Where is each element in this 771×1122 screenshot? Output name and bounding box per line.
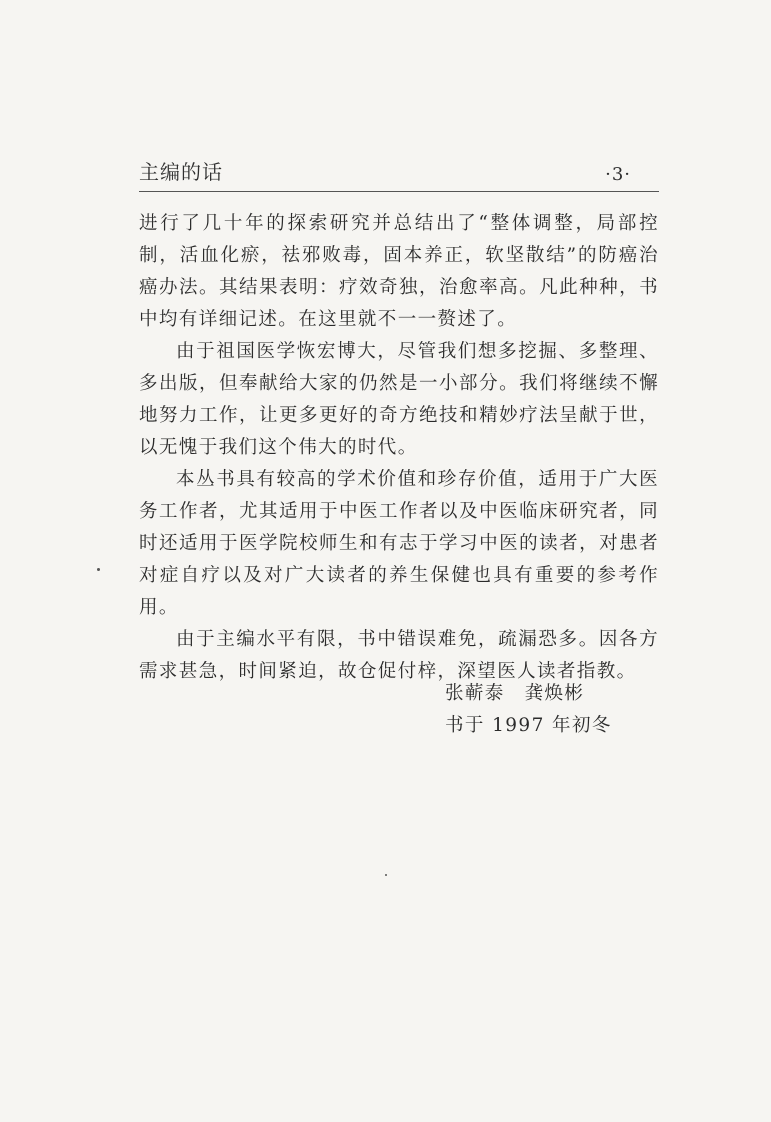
- paragraph-4: 由于主编水平有限，书中错误难免，疏漏恐多。因各方需求甚急，时间紧迫，故仓促付梓，深望医人读者指教。: [139, 629, 659, 682]
- running-header: [139, 160, 659, 192]
- body-text: [139, 208, 659, 688]
- section-title: 主编的话: [139, 160, 223, 184]
- header-rule: [139, 191, 659, 192]
- signature-date: 书于 1997 年初冬: [445, 715, 612, 736]
- signature-authors: 张蕲泰 龚焕彬: [445, 683, 585, 704]
- paragraph-3: 本丛书具有较高的学术价值和珍存价值，适用于广大医务工作者，尤其适用于中医工作者以及中医临床研究者，同时还适用于医学院校师生和有志于学习中医的读者，对患者对症自疗以及对广大读者的养生保健也具有重要的参考作用。: [139, 469, 659, 618]
- paragraph-2: 由于祖国医学恢宏博大，尽管我们想多挖掘、多整理、多出版，但奉献给大家的仍然是一小部分。我们将继续不懈地努力工作，让更多更好的奇方绝技和精妙疗法呈献于世，以无愧于我们这个伟大的时代。: [139, 341, 659, 458]
- margin-speck: [97, 568, 100, 571]
- page-number: ·3·: [605, 164, 631, 185]
- paper-speck: [385, 874, 387, 876]
- paragraph-1: 进行了几十年的探索研究并总结出了“整体调整，局部控制，活血化瘀，祛邪败毒，固本养正，软坚散结”的防癌治癌办法。其结果表明：疗效奇独，治愈率高。凡此种种，书中均有详细记述。在这里就不一一赘述了。: [139, 213, 659, 330]
- signature-block: [445, 678, 645, 742]
